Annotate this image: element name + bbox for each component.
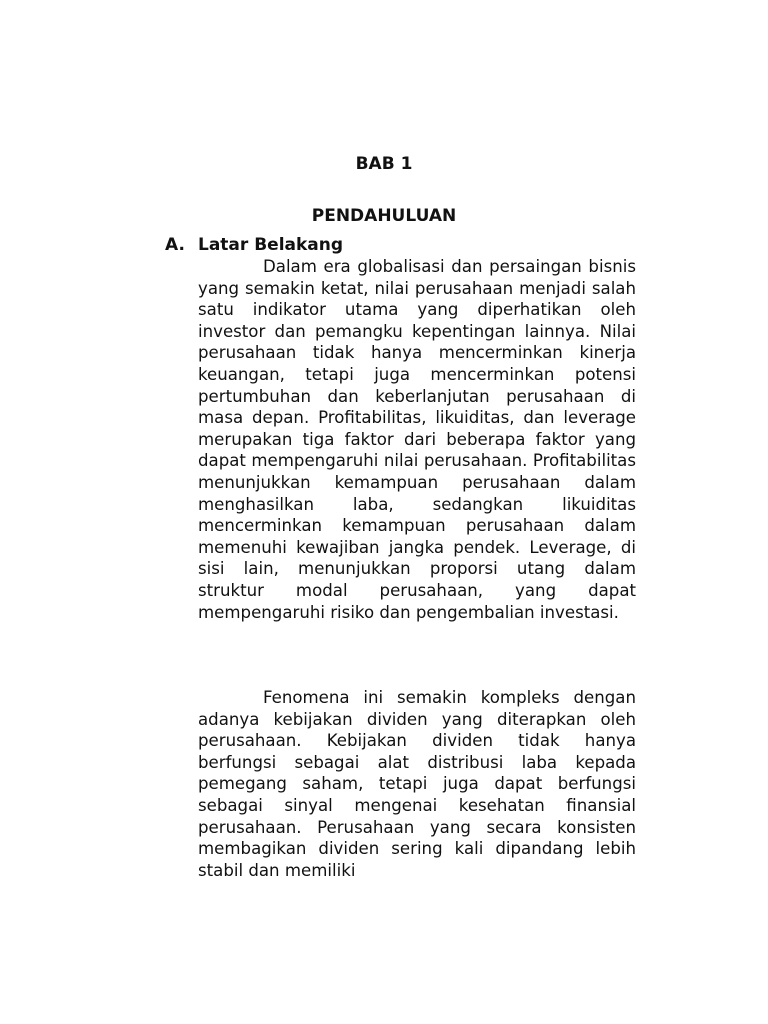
paragraph-block-1 [198,256,636,623]
section-heading [165,234,343,256]
section-title: Latar Belakang [198,235,344,255]
paragraph-block-2 [198,687,636,881]
chapter-title: PENDAHULUAN [311,206,457,226]
body-paragraph: Fenomena ini semakin kompleks dengan adanya kebijakan dividen yang diterapkan oleh perusahaan. Kebijakan dividen tidak hanya berfungsi sebagai alat distribusi laba kepada pemegang saham, tetapi juga dapat berfungsi sebagai sinyal mengenai kesehatan finansial perusahaan. Perusahaan yang secara konsisten membagikan dividen sering kali dipandang lebih stabil dan memiliki [198,688,636,880]
body-paragraph: Dalam era globalisasi dan persaingan bisnis yang semakin ketat, nilai perusahaan menjadi salah satu indikator utama yang diperhatikan oleh investor dan pemangku kepentingan lainnya. Nilai perusahaan tidak hanya mencerminkan kinerja keuangan, tetapi juga mencerminkan potensi pertumbuhan dan keberlanjutan perusahaan di masa depan. Profitabilitas, likuiditas, dan leverage merupakan tiga faktor dari beberapa faktor yang dapat mempengaruhi nilai perusahaan. Profitabilitas menunjukkan kemampuan perusahaan dalam menghasilkan laba, sedangkan likuiditas mencerminkan kemampuan perusahaan dalam memenuhi kewajiban jangka pendek. Leverage, di sisi lain, menunjukkan proporsi utang dalam struktur modal perusahaan, yang dapat mempengaruhi risiko dan pengembalian investasi. [198,257,636,622]
chapter-number: BAB 1 [355,154,413,174]
section-marker: A. [165,235,185,255]
